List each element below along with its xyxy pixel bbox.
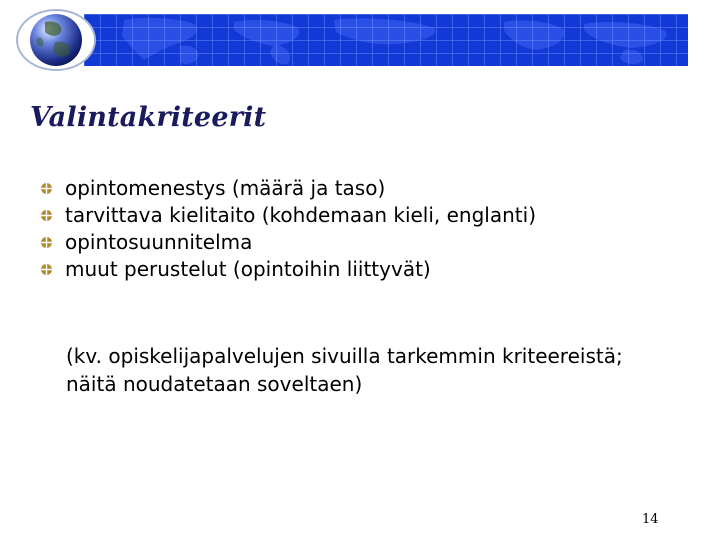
list-item-text: opintosuunnitelma (65, 230, 253, 254)
list-item-text: opintomenestys (määrä ja taso) (65, 176, 386, 200)
list-item (40, 256, 536, 283)
list-item (40, 229, 536, 256)
note-line: näitä noudatetaan soveltaen) (66, 372, 363, 396)
diamond-bullet-icon (40, 182, 53, 195)
criteria-list (40, 175, 536, 283)
diamond-bullet-icon (40, 236, 53, 249)
note-paragraph (66, 342, 623, 398)
list-item-text: muut perustelut (opintoihin liittyvät) (65, 257, 431, 281)
globe-icon (15, 8, 97, 72)
list-item (40, 175, 536, 202)
world-map-grid (84, 14, 688, 66)
world-map-banner (84, 14, 688, 66)
diamond-bullet-icon (40, 209, 53, 222)
page-number: 14 (642, 512, 659, 527)
list-item-text: tarvittava kielitaito (kohdemaan kieli, englanti) (65, 203, 536, 227)
list-item (40, 202, 536, 229)
slide-title: Valintakriteerit (30, 102, 267, 133)
diamond-bullet-icon (40, 263, 53, 276)
note-line: (kv. opiskelijapalvelujen sivuilla tarkemmin kriteereistä; (66, 344, 623, 368)
